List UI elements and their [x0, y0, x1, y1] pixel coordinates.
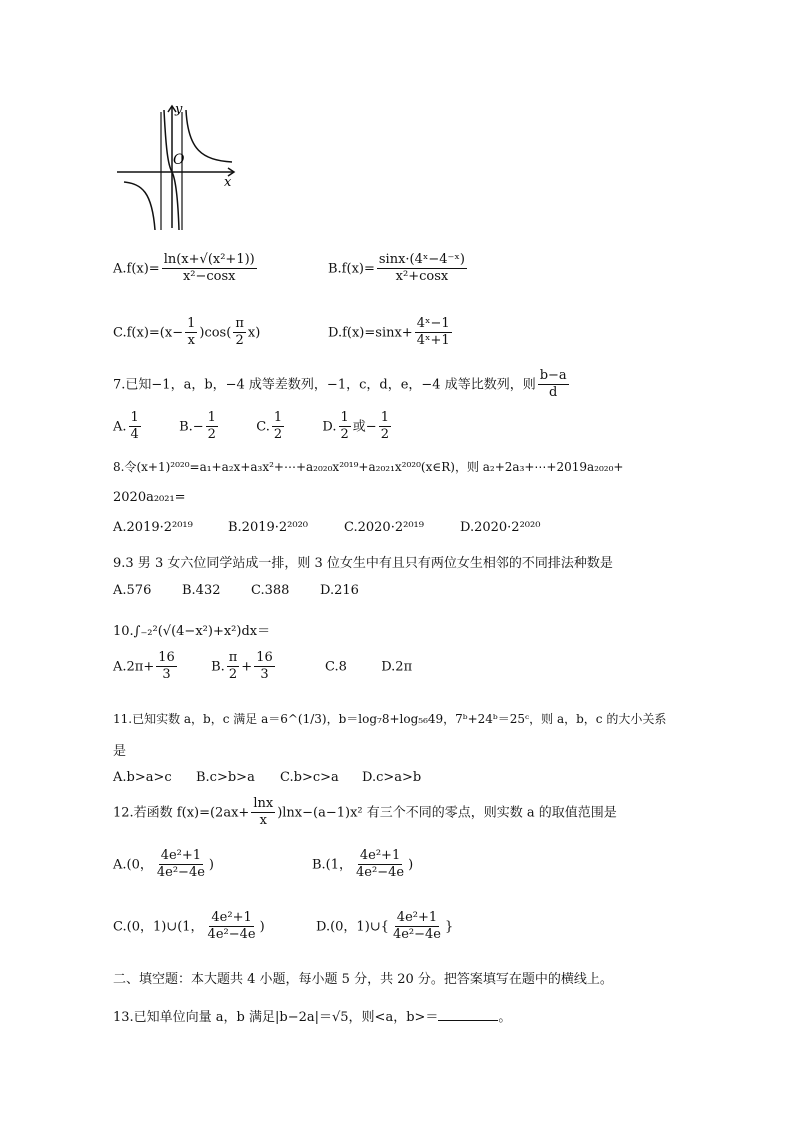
section-heading: 二、填空题：本大题共 4 小题，每小题 5 分，共 20 分。把答案填写在题中的横线上。	[113, 972, 613, 987]
q9-option-d: D.216	[320, 583, 359, 598]
q12-option-c: C.(0，1)∪(1， $\frac{\text{4e²+1}}{\text{4e²−4e}}$ )	[113, 910, 265, 943]
origin-label: O	[173, 152, 185, 168]
q6-option-a: A.f(x)= $\frac{\text{ln(x+√(x²+1))}}{\text{x²−cosx}}$	[113, 252, 255, 285]
q12-stem: 12.若函数 f(x)=(2ax+ $\frac{\ln x}{x}$ )lnx−(a−1)x² 有三个不同的零点，则实数 a 的取值范围是	[113, 796, 617, 829]
q8-stem-line2: 2020a₂₀₂₁=	[113, 490, 186, 505]
y-label: y	[175, 102, 183, 117]
q6-option-b: B.f(x)= $\frac{\text{sinx·(4ˣ−4⁻ˣ)}}{\text{x²+cosx}}$	[328, 252, 465, 285]
q11-stem-line1: 11.已知实数 a，b，c 满足 a＝6^(1/3)，b＝log₇8+log₅₆49，7ᵇ+24ᵇ＝25ᶜ，则 a，b，c 的大小关系	[113, 712, 667, 726]
q11-stem-line2: 是	[113, 744, 127, 759]
x-label: x	[224, 175, 232, 190]
q11-option-a: A.b>a>c	[113, 770, 172, 785]
q8-option-d: D.2020·2²⁰²⁰	[460, 520, 541, 535]
q10-options: A.2π+ $\frac{16}{3}$ B. $\frac{\pi}{2}$ + $\frac{16}{3}$ C.8 D.2π	[113, 650, 413, 683]
curve-left-branch	[124, 182, 155, 230]
q7-stem: 7.已知−1，a，b，−4 成等差数列，−1，c，d，e，−4 成等比数列，则 $\frac{b-a}{d}$	[113, 368, 567, 401]
q12-option-a: A.(0， $\frac{\text{4e²+1}}{\text{4e²−4e}}$ )	[113, 848, 214, 881]
q9-option-c: C.388	[251, 583, 290, 598]
q9-stem: 9.3 男 3 女六位同学站成一排，则 3 位女生中有且只有两位女生相邻的不同排法种数是	[113, 556, 613, 571]
q8-option-c: C.2020·2²⁰¹⁹	[344, 520, 424, 535]
q9-option-b: B.432	[182, 583, 221, 598]
q10-stem: 10.∫₋₂²(√(4−x²)+x²)dx＝	[113, 624, 271, 639]
q13-stem: 13.已知单位向量 a，b 满足|b−2a|＝√5，则<a，b>＝ 。	[113, 1010, 512, 1025]
q11-option-c: C.b>c>a	[280, 770, 339, 785]
q7-options: A. $\frac{1}{4}$ B.− $\frac{1}{2}$ C. $\frac{1}{2}$ D. $\frac{1}{2}$ 或− $\frac{1}{2}$	[113, 410, 389, 443]
q11-option-b: B.c>b>a	[196, 770, 255, 785]
q8-option-b: B.2019·2²⁰²⁰	[228, 520, 309, 535]
q9-option-a: A.576	[113, 583, 152, 598]
q8-stem-line1: 8.令(x+1)²⁰²⁰=a₁+a₂x+a₃x²+⋯+a₂₀₂₀x²⁰¹⁹+a₂₀₂₁x²⁰²⁰(x∈R)，则 a₂+2a₃+⋯+2019a₂₀₂₀+	[113, 460, 624, 474]
q12-option-d: D.(0，1)∪{ $\frac{\text{4e²+1}}{\text{4e²−4e}}$ }	[316, 910, 454, 943]
curve-right-branch	[186, 110, 232, 162]
q6-option-d: D.f(x)=sinx+ $\frac{\text{4ˣ−1}}{\text{4ˣ+1}}$	[328, 316, 450, 349]
function-graph	[112, 100, 242, 232]
q8-option-a: A.2019·2²⁰¹⁹	[113, 520, 193, 535]
q6-option-c: C.f(x)=(x− $\frac{1}{x}$ )cos( $\frac{\pi}{2}$ x)	[113, 316, 261, 349]
q12-option-b: B.(1， $\frac{\text{4e²+1}}{\text{4e²−4e}}$ )	[312, 848, 414, 881]
q13-answer-blank[interactable]	[438, 1008, 498, 1021]
q11-option-d: D.c>a>b	[362, 770, 422, 785]
